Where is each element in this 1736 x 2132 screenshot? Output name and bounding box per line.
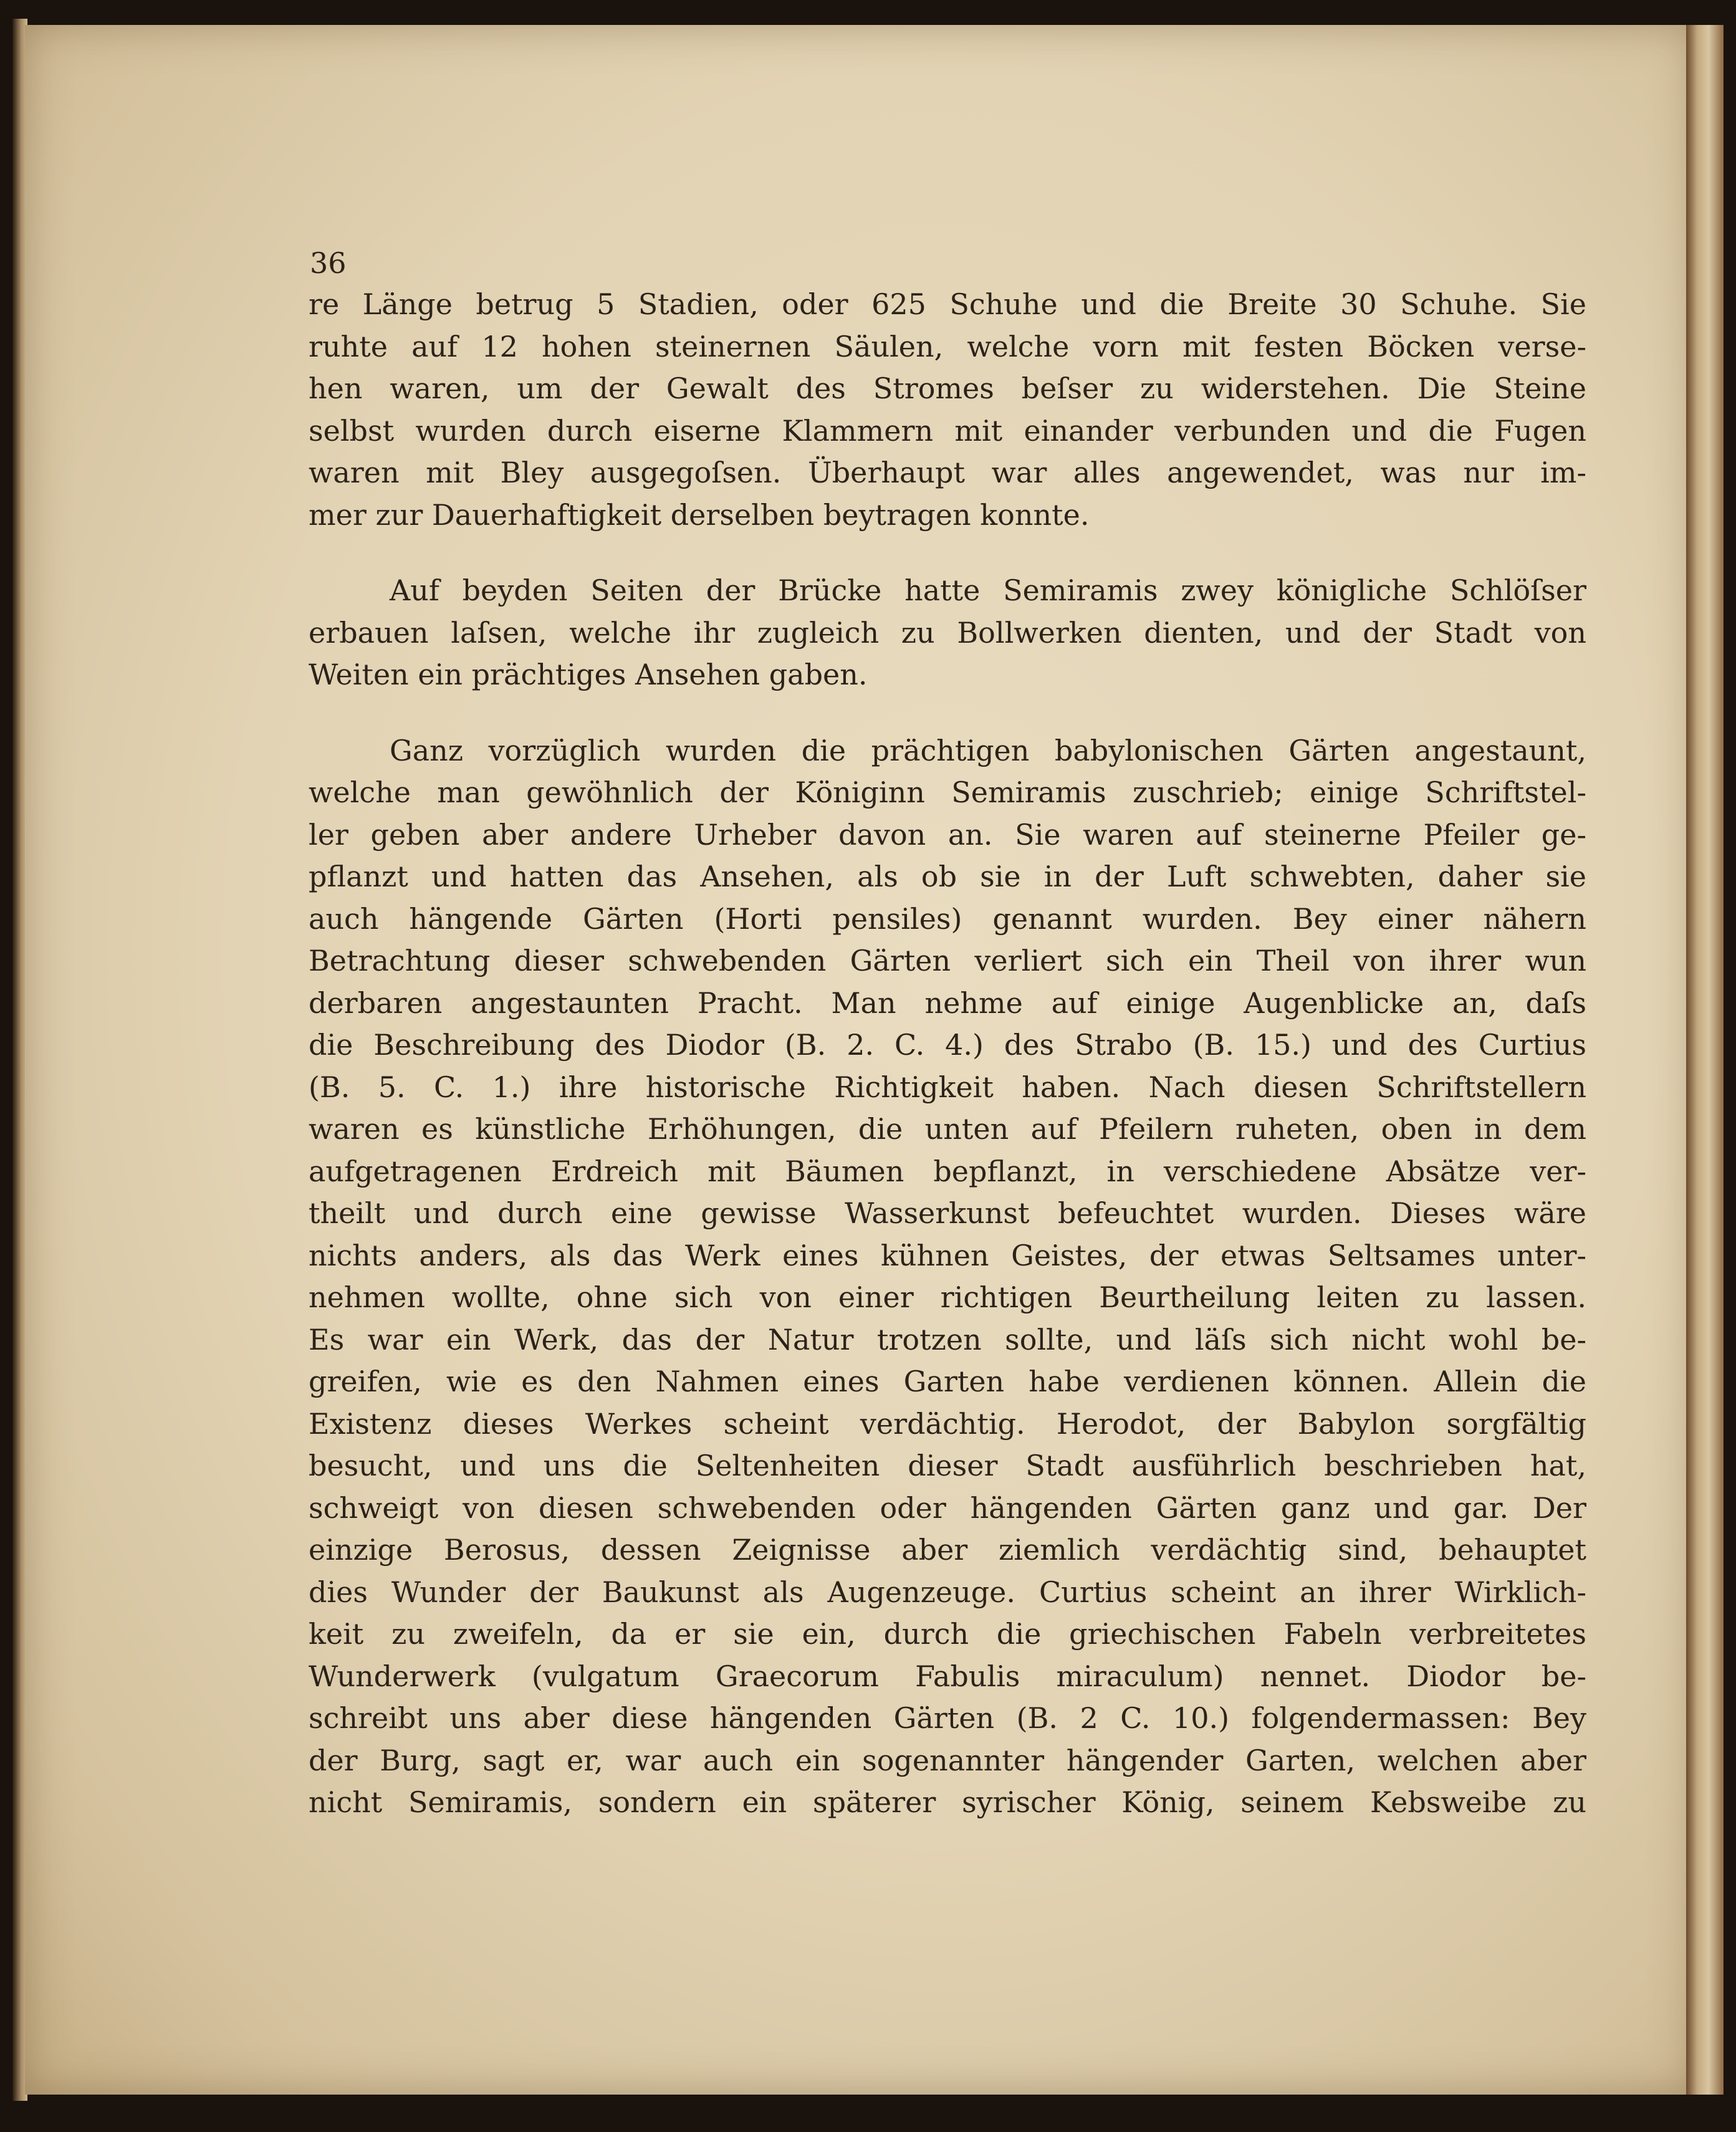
text-line: Auf beyden Seiten der Brücke hatte Semiramis zwey königliche Schlöſser: [390, 574, 1586, 607]
text-line: aufgetragenen Erdreich mit Bäumen bepflanzt, in verschiedene Absätze ver-: [309, 1154, 1586, 1188]
text-line: pflanzt und hatten das Ansehen, als ob sie in der Luft schwebten, daher sie: [309, 860, 1586, 893]
page-number: 36: [310, 246, 347, 280]
text-line: keit zu zweifeln, da er sie ein, durch die griechischen Fabeln verbreitetes: [309, 1617, 1586, 1651]
text-line: die Beschreibung des Diodor (B. 2. C. 4.) des Strabo (B. 15.) und des Curtius: [309, 1028, 1586, 1062]
text-line: mer zur Dauerhaftigkeit derselben beytragen konnte.: [309, 497, 1090, 532]
paragraph-2: [309, 570, 1586, 696]
text-line: dies Wunder der Baukunst als Augenzeuge. Curtius scheint an ihrer Wirklich-: [309, 1575, 1586, 1609]
text-line: auch hängende Gärten (Horti pensiles) genannt wurden. Bey einer nähern: [309, 901, 1586, 936]
text-line: Ganz vorzüglich wurden die prächtigen babylonischen Gärten angestaunt,: [390, 733, 1586, 767]
text-line: waren es künstliche Erhöhungen, die unten auf Pfeilern ruheten, oben in dem: [309, 1112, 1586, 1146]
text-line: (B. 5. C. 1.) ihre historische Richtigkeit haben. Nach diesen Schriftstellern: [309, 1070, 1586, 1104]
text-line: nichts anders, als das Werk eines kühnen Geistes, der etwas Seltsames unter-: [309, 1238, 1586, 1272]
text-line: derbaren angestaunten Pracht. Man nehme auf einige Augenblicke an, daſs: [309, 986, 1586, 1020]
text-line: Es war ein Werk, das der Natur trotzen sollte, und läſs sich nicht wohl be-: [309, 1322, 1586, 1357]
text-line: selbst wurden durch eiserne Klammern mit einander verbunden und die Fugen: [309, 413, 1586, 448]
text-line: ler geben aber andere Urheber davon an. Sie waren auf steinerne Pfeiler ge-: [309, 817, 1586, 852]
text-line: waren mit Bley ausgegoſsen. Überhaupt war alles angewendet, was nur im-: [309, 456, 1586, 489]
text-line: erbauen laſsen, welche ihr zugleich zu Bollwerken dienten, und der Stadt von: [309, 615, 1586, 650]
text-line: schweigt von diesen schwebenden oder hängenden Gärten ganz und gar. Der: [309, 1491, 1586, 1525]
text-line: greifen, wie es den Nahmen eines Garten habe verdienen können. Allein die: [309, 1365, 1586, 1398]
text-line: ruhte auf 12 hohen steinernen Säulen, welche vorn mit festen Böcken verse-: [309, 329, 1586, 363]
text-line: besucht, und uns die Seltenheiten dieser Stadt ausführlich beschrieben hat,: [309, 1449, 1586, 1482]
text-line: der Burg, sagt er, war auch ein sogenannter hängender Garten, welchen aber: [309, 1743, 1586, 1777]
page-edge-right: [1686, 25, 1724, 2095]
paragraph-1: [309, 284, 1586, 536]
text-line: nehmen wollte, ohne sich von einer richtigen Beurtheilung leiten zu lassen.: [309, 1280, 1586, 1314]
text-line: Existenz dieses Werkes scheint verdächtig. Herodot, der Babylon sorgfältig: [309, 1406, 1586, 1441]
text-line: Wunderwerk (vulgatum Graecorum Fabulis miraculum) nennet. Diodor be-: [309, 1659, 1586, 1693]
text-line: nicht Semiramis, sondern ein späterer syrischer König, seinem Kebsweibe zu: [309, 1785, 1586, 1819]
text-line: Weiten ein prächtiges Ansehen gaben.: [309, 658, 868, 691]
text-line: hen waren, um der Gewalt des Stromes beſser zu widerstehen. Die Steine: [309, 372, 1586, 405]
text-line: re Länge betrug 5 Stadien, oder 625 Schuhe und die Breite 30 Schuhe. Sie: [309, 287, 1586, 321]
text-line: Betrachtung dieser schwebenden Gärten verliert sich ein Theil von ihrer wun: [309, 944, 1586, 977]
text-line: welche man gewöhnlich der Königinn Semiramis zuschrieb; einige Schriftstel-: [309, 775, 1586, 809]
text-line: theilt und durch eine gewisse Wasserkunst befeuchtet wurden. Dieses wäre: [309, 1196, 1586, 1230]
text-line: schreibt uns aber diese hängenden Gärten (B. 2 C. 10.) folgendermassen: Bey: [309, 1701, 1586, 1735]
text-line: einzige Berosus, dessen Zeignisse aber ziemlich verdächtig sind, behauptet: [309, 1533, 1586, 1567]
body-text: [309, 284, 1586, 1824]
paragraph-3: [309, 730, 1586, 1824]
